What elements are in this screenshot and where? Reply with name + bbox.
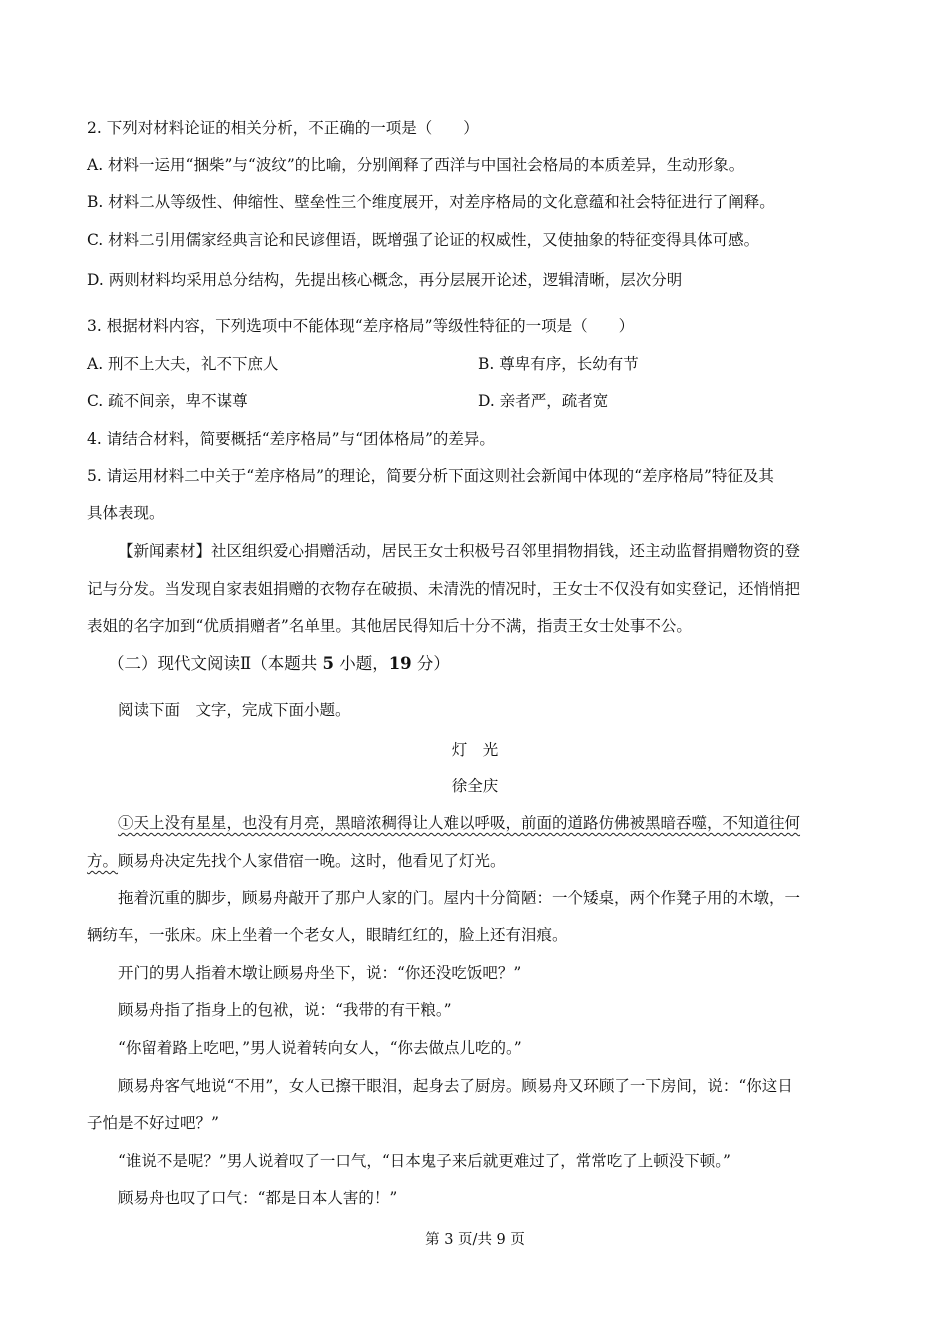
story-p3: 开门的男人指着木墩让顾易舟坐下，说：“你还没吃饭吧？” xyxy=(118,964,522,982)
story-p6-line2: 子怕是不好过吧？” xyxy=(87,1114,219,1132)
story-p2-line1: 拖着沉重的脚步，顾易舟敲开了那户人家的门。屋内十分简陋：一个矮桌，两个作凳子用的木墩，一 xyxy=(118,889,801,907)
story-p1-line1 xyxy=(118,813,800,833)
q3-option-c: C. 疏不间亲，卑不谋尊 xyxy=(87,392,248,410)
q3-option-a: A. 刑不上大夫，礼不下庶人 xyxy=(87,355,279,373)
q5-stem-line1: 5. 请运用材料二中关于“差序格局”的理论，简要分析下面这则社会新闻中体现的“差序格局”特征及其 xyxy=(87,467,774,485)
story-p6-line1: 顾易舟客气地说“不用”，女人已擦干眼泪，起身去了厨房。顾易舟又环顾了一下房间，说：“你这日 xyxy=(118,1077,793,1095)
reading-instruction: 阅读下面 文字，完成下面小题。 xyxy=(118,701,351,719)
q2-option-b: B. 材料二从等级性、伸缩性、壁垒性三个维度展开，对差序格局的文化意蕴和社会特征进行了阐释。 xyxy=(87,193,775,211)
q3-option-d: D. 亲者严，疏者宽 xyxy=(478,392,609,410)
section-mid: 小题， xyxy=(333,654,389,673)
story-p1-underlined-b: 方。 xyxy=(87,852,119,870)
story-p5: “你留着路上吃吧，”男人说着转向女人，“你去做点儿吃的。” xyxy=(118,1039,522,1057)
section-points: 19 xyxy=(388,654,412,673)
q3-stem: 3. 根据材料内容，下列选项中不能体现“差序格局”等级性特征的一项是（ ） xyxy=(87,317,635,335)
section-question-count: 5 xyxy=(322,654,334,673)
news-line1: 【新闻素材】社区组织爱心捐赠活动，居民王女士积极号召邻里捐物捐钱，还主动监督捐赠物资的登 xyxy=(118,542,801,560)
news-line3: 表姐的名字加到“优质捐赠者”名单里。其他居民得知后十分不满，指责王女士处事不公。 xyxy=(87,617,692,635)
q4-stem: 4. 请结合材料，简要概括“差序格局”与“团体格局”的差异。 xyxy=(87,430,495,448)
story-p1-line2 xyxy=(87,851,506,871)
section-suffix: 分） xyxy=(411,654,450,673)
story-p7: “谁说不是呢？”男人说着叹了一口气，“日本鬼子来后就更难过了，常常吃了上顿没下顿。” xyxy=(118,1152,731,1170)
news-line2: 记与分发。当发现自家表姐捐赠的衣物存在破损、未清洗的情况时，王女士不仅没有如实登记，还悄悄把 xyxy=(87,580,801,598)
section-heading xyxy=(108,654,450,674)
q3-option-b: B. 尊卑有序，长幼有节 xyxy=(478,355,639,373)
story-p8: 顾易舟也叹了口气：“都是日本人害的！” xyxy=(118,1189,398,1207)
section-prefix: （二）现代文阅读Ⅱ（本题共 xyxy=(108,654,323,673)
q2-option-a: A. 材料一运用“捆柴”与“波纹”的比喻，分别阐释了西洋与中国社会格局的本质差异，生动形象。 xyxy=(87,156,745,174)
story-p1-rest: 顾易舟决定先找个人家借宿一晚。这时，他看见了灯光。 xyxy=(118,852,506,870)
page-footer: 第 3 页/共 9 页 xyxy=(425,1232,525,1248)
story-author: 徐全庆 xyxy=(451,777,499,795)
story-p4: 顾易舟指了指身上的包袱，说：“我带的有干粮。” xyxy=(118,1001,452,1019)
q2-stem: 2. 下列对材料论证的相关分析，不正确的一项是（ ） xyxy=(87,119,479,137)
story-title: 灯 光 xyxy=(451,741,499,759)
q2-option-c: C. 材料二引用儒家经典言论和民谚俚语，既增强了论证的权威性，又使抽象的特征变得具体可感。 xyxy=(87,231,760,249)
story-p2-line2: 辆纺车，一张床。床上坐着一个老女人，眼睛红红的，脸上还有泪痕。 xyxy=(87,926,568,944)
story-p1-underlined-a: ①天上没有星星，也没有月亮，黑暗浓稠得让人难以呼吸，前面的道路仿佛被黑暗吞噬，不知道往何 xyxy=(118,814,801,832)
q2-option-d: D. 两则材料均采用总分结构，先提出核心概念，再分层展开论述，逻辑清晰，层次分明 xyxy=(87,271,683,289)
q5-stem-line2: 具体表现。 xyxy=(87,504,165,522)
